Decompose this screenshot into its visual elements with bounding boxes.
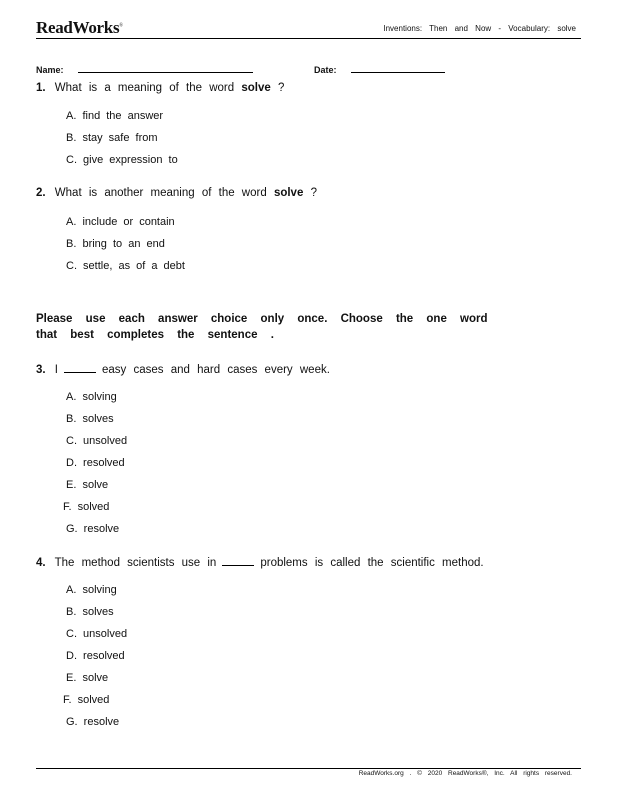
q4-option-b[interactable]: B. solves [66, 606, 114, 618]
date-label: Date: [314, 65, 337, 75]
q1-option-b[interactable]: B. stay safe from [66, 132, 158, 144]
date-field [314, 64, 445, 75]
q1-option-c[interactable]: C. give expression to [66, 154, 178, 166]
question-end: ? [277, 82, 285, 94]
question-number: 1. [36, 82, 46, 94]
question-text-end: problems is called the scientific method. [260, 557, 484, 569]
question-text-start: The method scientists use in [54, 557, 217, 569]
name-field [36, 64, 253, 75]
question-keyword: solve [241, 82, 271, 94]
question-number: 4. [36, 557, 46, 569]
question-text: What is another meaning of the word [54, 187, 267, 199]
q1-option-a[interactable]: A. find the answer [66, 110, 164, 122]
q3-option-d[interactable]: D. resolved [66, 457, 125, 469]
answer-blank[interactable] [222, 556, 254, 566]
header-divider [36, 38, 581, 39]
question-4 [36, 556, 484, 569]
q3-option-f[interactable]: F. solved [63, 501, 110, 513]
answer-blank[interactable] [64, 363, 96, 373]
question-3 [36, 363, 330, 376]
question-number: 2. [36, 187, 46, 199]
readworks-logo: ReadWorks® [36, 18, 123, 37]
q3-option-g[interactable]: G. resolve [66, 523, 120, 535]
q4-option-d[interactable]: D. resolved [66, 650, 125, 662]
q2-option-c[interactable]: C. settle, as of a debt [66, 260, 185, 272]
copyright-footer: ReadWorks.org . © 2020 ReadWorks®, Inc. All rights reserved. [358, 770, 572, 777]
q4-option-e[interactable]: E. solve [66, 672, 109, 684]
q2-option-a[interactable]: A. include or contain [66, 216, 175, 228]
q4-option-a[interactable]: A. solving [66, 584, 117, 596]
question-text: What is a meaning of the word [54, 82, 235, 94]
question-end: ? [310, 187, 317, 199]
question-text-start: I [54, 364, 58, 376]
worksheet-title: Inventions: Then and Now - Vocabulary: solve [383, 24, 576, 33]
q3-option-e[interactable]: E. solve [66, 479, 109, 491]
name-label: Name: [36, 65, 64, 75]
q4-option-g[interactable]: G. resolve [66, 716, 120, 728]
q2-option-b[interactable]: B. bring to an end [66, 238, 165, 250]
question-keyword: solve [273, 187, 304, 199]
name-input-line[interactable] [78, 64, 253, 73]
date-input-line[interactable] [351, 64, 445, 73]
q3-option-c[interactable]: C. unsolved [66, 435, 128, 447]
q4-option-c[interactable]: C. unsolved [66, 628, 128, 640]
question-2 [36, 187, 317, 199]
logo-trademark: ® [119, 23, 123, 29]
instructions: Please use each answer choice only once. Choose the one word that best completes the sentence . [36, 313, 488, 341]
q4-option-f[interactable]: F. solved [63, 694, 110, 706]
question-1 [36, 82, 284, 94]
q3-option-b[interactable]: B. solves [66, 413, 114, 425]
question-number: 3. [36, 364, 46, 376]
question-text-end: easy cases and hard cases every week. [102, 364, 330, 376]
q3-option-a[interactable]: A. solving [66, 391, 117, 403]
footer-divider [36, 768, 581, 769]
